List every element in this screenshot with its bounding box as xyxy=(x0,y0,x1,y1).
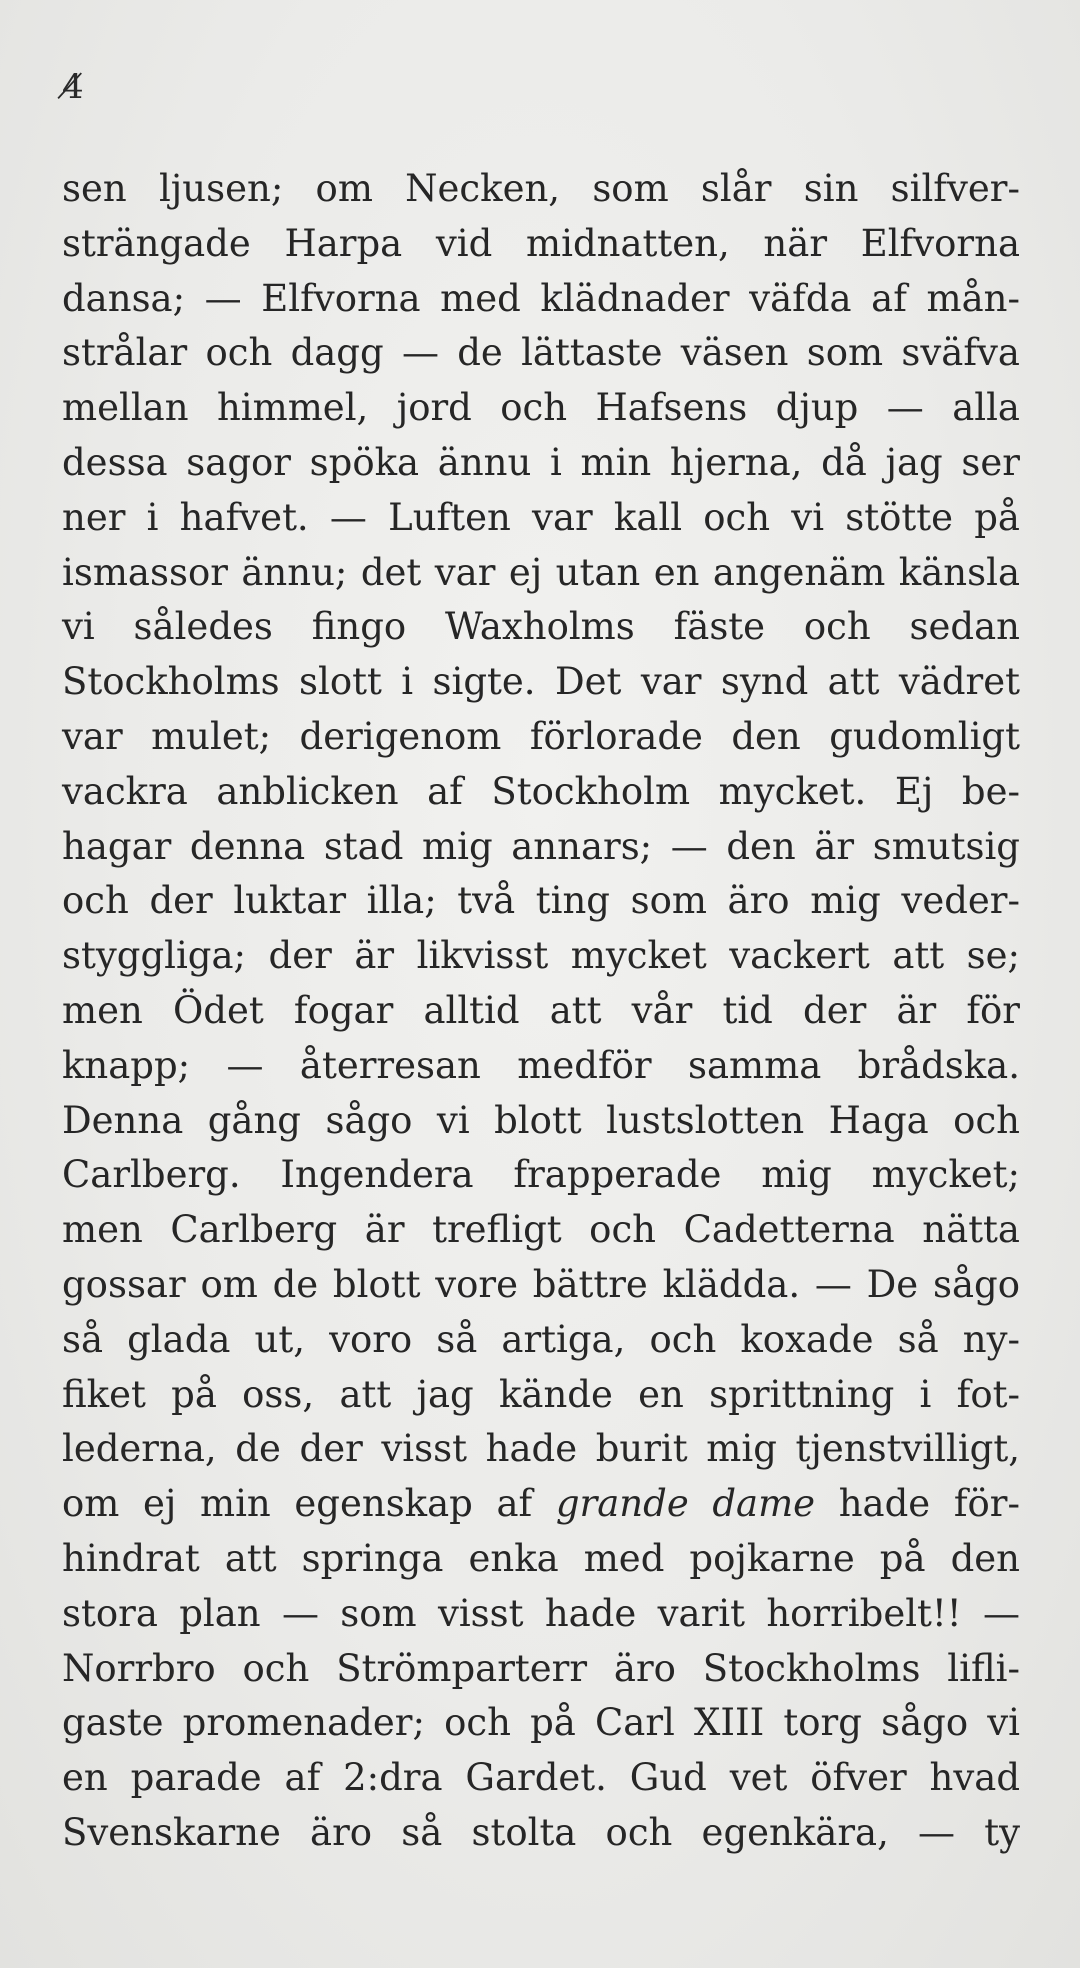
text-line: vackra anblicken af Stockholm mycket. Ej be- xyxy=(62,769,1020,813)
text-line: hindrat att springa enka med pojkarne på den xyxy=(62,1536,1020,1580)
text-line: fiket på oss, att jag kände en sprittning i fot- xyxy=(62,1372,1020,1416)
text-line: strålar och dagg — de lättaste väsen som sväfva xyxy=(62,331,1020,375)
text-line: så glada ut, voro så artiga, och koxade så ny- xyxy=(62,1317,1020,1361)
text-line: lederna, de der visst hade burit mig tjenstvilligt, xyxy=(62,1427,1020,1471)
page-number: 4̸ xyxy=(62,67,84,107)
text-line: gaste promenader; och på Carl XIII torg sågo vi xyxy=(62,1701,1020,1745)
text-line: sen ljusen; om Necken, som slår sin silfver- xyxy=(62,167,1020,210)
text-line: Norrbro och Strömparterr äro Stockholms lifli- xyxy=(62,1646,1020,1690)
text-line: dansa; — Elfvorna med klädnader väfda af mån- xyxy=(62,276,1020,320)
text-line: och der luktar illa; två ting som äro mig veder- xyxy=(62,879,1020,923)
body-text xyxy=(62,162,1020,1861)
text-line: ner i hafvet. — Luften var kall och vi stötte på xyxy=(62,495,1020,539)
text-segment: hade för- xyxy=(815,1482,1020,1526)
italic-phrase: grande dame xyxy=(555,1482,816,1526)
text-line-with-italic xyxy=(62,1477,1020,1532)
text-line: Carlberg. Ingendera frapperade mig mycket; xyxy=(62,1153,1020,1197)
text-segment: om ej min egenskap af xyxy=(62,1482,556,1526)
text-line: en parade af 2:dra Gardet. Gud vet öfver hvad xyxy=(62,1756,1020,1800)
text-line: styggliga; der är likvisst mycket vackert att se; xyxy=(62,934,1020,978)
text-line: men Carlberg är trefligt och Cadetterna nätta xyxy=(62,1208,1020,1252)
text-line: mellan himmel, jord och Hafsens djup — alla xyxy=(62,386,1020,430)
text-line: strängade Harpa vid midnatten, när Elfvorna xyxy=(62,221,1020,265)
text-line: men Ödet fogar alltid att vår tid der är för xyxy=(62,988,1020,1032)
text-line: stora plan — som visst hade varit horribelt!! — xyxy=(62,1591,1020,1635)
text-line: ismassor ännu; det var ej utan en angenäm känsla xyxy=(62,550,1020,594)
text-line: hagar denna stad mig annars; — den är smutsig xyxy=(62,824,1020,868)
text-line: vi således fingo Waxholms fäste och sedan xyxy=(62,605,1020,649)
text-line: knapp; — återresan medför samma brådska. xyxy=(62,1043,1020,1087)
text-line: gossar om de blott vore bättre klädda. — De sågo xyxy=(62,1262,1020,1306)
text-line: Stockholms slott i sigte. Det var synd att vädret xyxy=(62,660,1020,704)
text-line: Svenskarne äro så stolta och egenkära, — ty xyxy=(62,1810,1020,1854)
text-line: var mulet; derigenom förlorade den gudomligt xyxy=(62,714,1020,758)
text-line: Denna gång sågo vi blott lustslotten Haga och xyxy=(62,1098,1020,1142)
text-line: dessa sagor spöka ännu i min hjerna, då jag ser xyxy=(62,440,1020,484)
